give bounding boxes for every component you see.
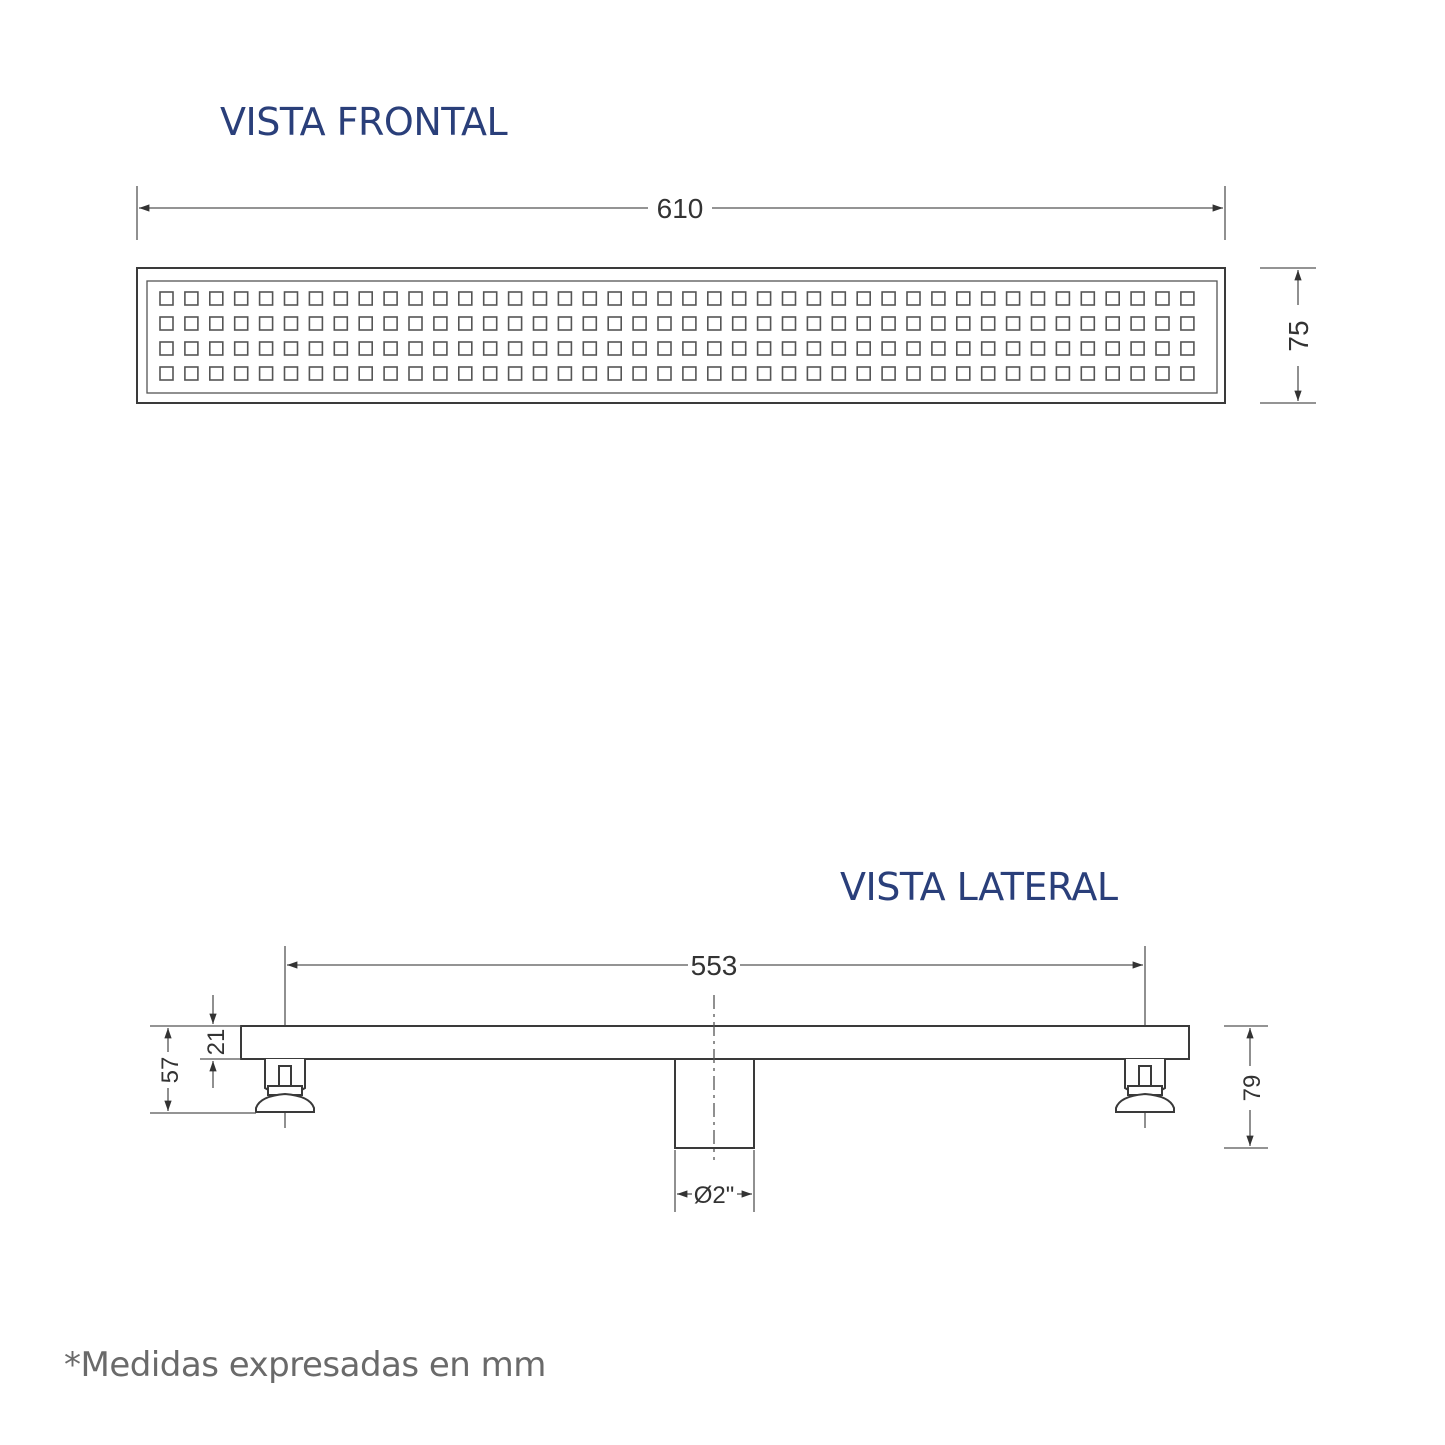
grate-hole (459, 317, 472, 330)
grate-hole (683, 317, 696, 330)
grate-hole (932, 317, 945, 330)
grate-hole (1032, 367, 1045, 380)
grate-hole (534, 317, 547, 330)
grate-hole (982, 367, 995, 380)
grate-hole (185, 342, 198, 355)
grate-hole (1032, 342, 1045, 355)
grate-hole (882, 342, 895, 355)
grate-hole (484, 367, 497, 380)
grate-hole (1131, 292, 1144, 305)
front-view (137, 100, 1316, 403)
grate-hole (733, 317, 746, 330)
left-foot-base (256, 1094, 314, 1112)
grate-hole (1106, 367, 1119, 380)
grate-hole (832, 342, 845, 355)
grate-hole (409, 367, 422, 380)
grate-hole (1081, 292, 1094, 305)
grate-hole (334, 342, 347, 355)
front-height-dimension (1260, 268, 1316, 403)
grate-hole (758, 342, 771, 355)
left-foot-screw (279, 1066, 291, 1088)
grate-hole (882, 367, 895, 380)
grate-hole (1156, 292, 1169, 305)
grate-hole (334, 367, 347, 380)
grate-hole (1032, 317, 1045, 330)
grate-hole (285, 342, 298, 355)
grate-hole (359, 317, 372, 330)
grate-hole (658, 317, 671, 330)
grate-hole (235, 342, 248, 355)
grate-hole (1081, 342, 1094, 355)
grate-hole (633, 317, 646, 330)
grate-hole (957, 342, 970, 355)
grate-hole (583, 367, 596, 380)
grate-hole (658, 367, 671, 380)
grate-hole (235, 317, 248, 330)
grate-hole (409, 317, 422, 330)
right-total-label: 79 (1239, 1074, 1266, 1102)
outlet-diameter-label: Ø2" (693, 1182, 735, 1209)
grate-hole (708, 292, 721, 305)
right-foot-screw (1139, 1066, 1151, 1088)
grate-hole (708, 317, 721, 330)
grate-hole (1131, 342, 1144, 355)
grate-hole (683, 292, 696, 305)
grate-hole (484, 342, 497, 355)
grate-hole (558, 342, 571, 355)
grate-hole (807, 342, 820, 355)
grate-hole (1032, 292, 1045, 305)
grate-hole (384, 292, 397, 305)
grate-hole (459, 342, 472, 355)
grate-hole (285, 317, 298, 330)
grate-hole (633, 367, 646, 380)
grate-hole (608, 317, 621, 330)
grate-hole (509, 342, 522, 355)
grate-hole (509, 317, 522, 330)
grate-hole (384, 342, 397, 355)
grate-hole (1081, 317, 1094, 330)
side-view-title: VISTA LATERAL (840, 865, 1118, 909)
grate-hole (185, 367, 198, 380)
grate-hole (807, 367, 820, 380)
grate-hole (1156, 342, 1169, 355)
grate-hole (260, 342, 273, 355)
grate-hole (907, 367, 920, 380)
left-total-label: 57 (157, 1056, 184, 1084)
grate-hole (509, 292, 522, 305)
grate-hole (1007, 367, 1020, 380)
grate-hole (832, 292, 845, 305)
grate-hole (982, 292, 995, 305)
grate-hole (807, 292, 820, 305)
grate-hole (932, 292, 945, 305)
grate-hole (683, 342, 696, 355)
grate-hole (160, 367, 173, 380)
grate-hole (1181, 292, 1194, 305)
grate-outer-frame (137, 268, 1225, 403)
grate-hole (409, 342, 422, 355)
units-footnote: *Medidas expresadas en mm (64, 1345, 546, 1385)
front-view-title: VISTA FRONTAL (220, 100, 508, 144)
grate-hole (309, 367, 322, 380)
grate-hole (1056, 317, 1069, 330)
grate-hole (758, 317, 771, 330)
grate-hole (210, 292, 223, 305)
grate-hole (783, 342, 796, 355)
grate-hole (982, 317, 995, 330)
grate-hole (1131, 317, 1144, 330)
grate-hole (334, 292, 347, 305)
grate-hole (260, 317, 273, 330)
grate-hole (907, 342, 920, 355)
grate-hole (434, 342, 447, 355)
grate-hole (434, 292, 447, 305)
grate-hole (1131, 367, 1144, 380)
grate-hole (309, 342, 322, 355)
side-view (150, 865, 1268, 1212)
grate-hole (1056, 367, 1069, 380)
grate-hole (1181, 342, 1194, 355)
grate-hole (907, 292, 920, 305)
grate-hole (1156, 317, 1169, 330)
grate-hole (982, 342, 995, 355)
grate-hole (459, 292, 472, 305)
grate-hole (608, 292, 621, 305)
grate-hole (658, 342, 671, 355)
grate-hole (185, 292, 198, 305)
grate-hole (260, 367, 273, 380)
grate-hole (160, 317, 173, 330)
grate-hole (509, 367, 522, 380)
grate-hole (235, 292, 248, 305)
grate-hole (882, 317, 895, 330)
grate-hole (1181, 317, 1194, 330)
grate-hole (857, 342, 870, 355)
right-foot-base (1116, 1094, 1174, 1112)
grate-hole (1106, 342, 1119, 355)
grate-hole (832, 367, 845, 380)
grate-hole (235, 367, 248, 380)
grate-hole (882, 292, 895, 305)
grate-hole (733, 292, 746, 305)
grate-hole (334, 317, 347, 330)
grate-hole (1181, 367, 1194, 380)
grate-hole (384, 317, 397, 330)
grate-hole (583, 342, 596, 355)
grate-hole (733, 367, 746, 380)
grate-hole (309, 292, 322, 305)
grate-hole (708, 342, 721, 355)
front-width-label: 610 (656, 193, 704, 224)
grate-hole (260, 292, 273, 305)
grate-hole (384, 367, 397, 380)
grate-hole (210, 367, 223, 380)
grate-hole (633, 342, 646, 355)
left-leveling-foot (256, 1059, 314, 1112)
grate-hole (857, 317, 870, 330)
grate-hole (683, 367, 696, 380)
side-left-body-dimension (200, 995, 241, 1088)
grate-hole (758, 367, 771, 380)
front-height-label: 75 (1283, 320, 1314, 352)
grate-hole (459, 367, 472, 380)
grate-hole (1007, 317, 1020, 330)
grate-hole (733, 342, 746, 355)
grate-hole (1007, 292, 1020, 305)
grate-hole (957, 292, 970, 305)
grate-hole (783, 367, 796, 380)
grate-hole (857, 367, 870, 380)
grate-hole (758, 292, 771, 305)
grate-hole (285, 367, 298, 380)
grate-hole (1056, 292, 1069, 305)
grate-hole (1081, 367, 1094, 380)
grate-hole (484, 317, 497, 330)
grate-hole (434, 317, 447, 330)
grate-hole (907, 317, 920, 330)
front-width-dimension (137, 186, 1225, 240)
grate-hole (359, 342, 372, 355)
grate-hole (558, 292, 571, 305)
grate-hole (633, 292, 646, 305)
grate-hole (832, 317, 845, 330)
grate-hole (309, 317, 322, 330)
grate-hole (160, 342, 173, 355)
grate-hole (558, 367, 571, 380)
grate-hole (1106, 317, 1119, 330)
grate-hole (484, 292, 497, 305)
grate-hole (783, 317, 796, 330)
grate-hole (583, 292, 596, 305)
channel-body (241, 1026, 1189, 1059)
grate-hole (807, 317, 820, 330)
grate-hole (1106, 292, 1119, 305)
grate-hole (210, 342, 223, 355)
grate-hole (558, 317, 571, 330)
grate-hole (857, 292, 870, 305)
side-right-total-dimension (1224, 1026, 1268, 1148)
grate-hole (285, 292, 298, 305)
grate-hole (957, 317, 970, 330)
grate-hole (658, 292, 671, 305)
grate-hole (932, 342, 945, 355)
grate-hole (185, 317, 198, 330)
grate-hole (534, 292, 547, 305)
grate-hole (608, 342, 621, 355)
grate-hole (583, 317, 596, 330)
grate-hole (210, 317, 223, 330)
right-leveling-foot (1116, 1059, 1174, 1112)
grate-hole (957, 367, 970, 380)
left-body-label: 21 (203, 1028, 230, 1056)
grate-hole (1007, 342, 1020, 355)
grate-hole (534, 342, 547, 355)
grate-hole (359, 367, 372, 380)
grate-hole (932, 367, 945, 380)
grate-hole (434, 367, 447, 380)
grate-hole (608, 367, 621, 380)
grate-hole (1156, 367, 1169, 380)
grate-hole (409, 292, 422, 305)
grate-hole (708, 367, 721, 380)
grate-hole (359, 292, 372, 305)
grate-hole (534, 367, 547, 380)
grate-hole (160, 292, 173, 305)
grate-hole (783, 292, 796, 305)
grate-hole (1056, 342, 1069, 355)
side-length-label: 553 (690, 950, 738, 981)
